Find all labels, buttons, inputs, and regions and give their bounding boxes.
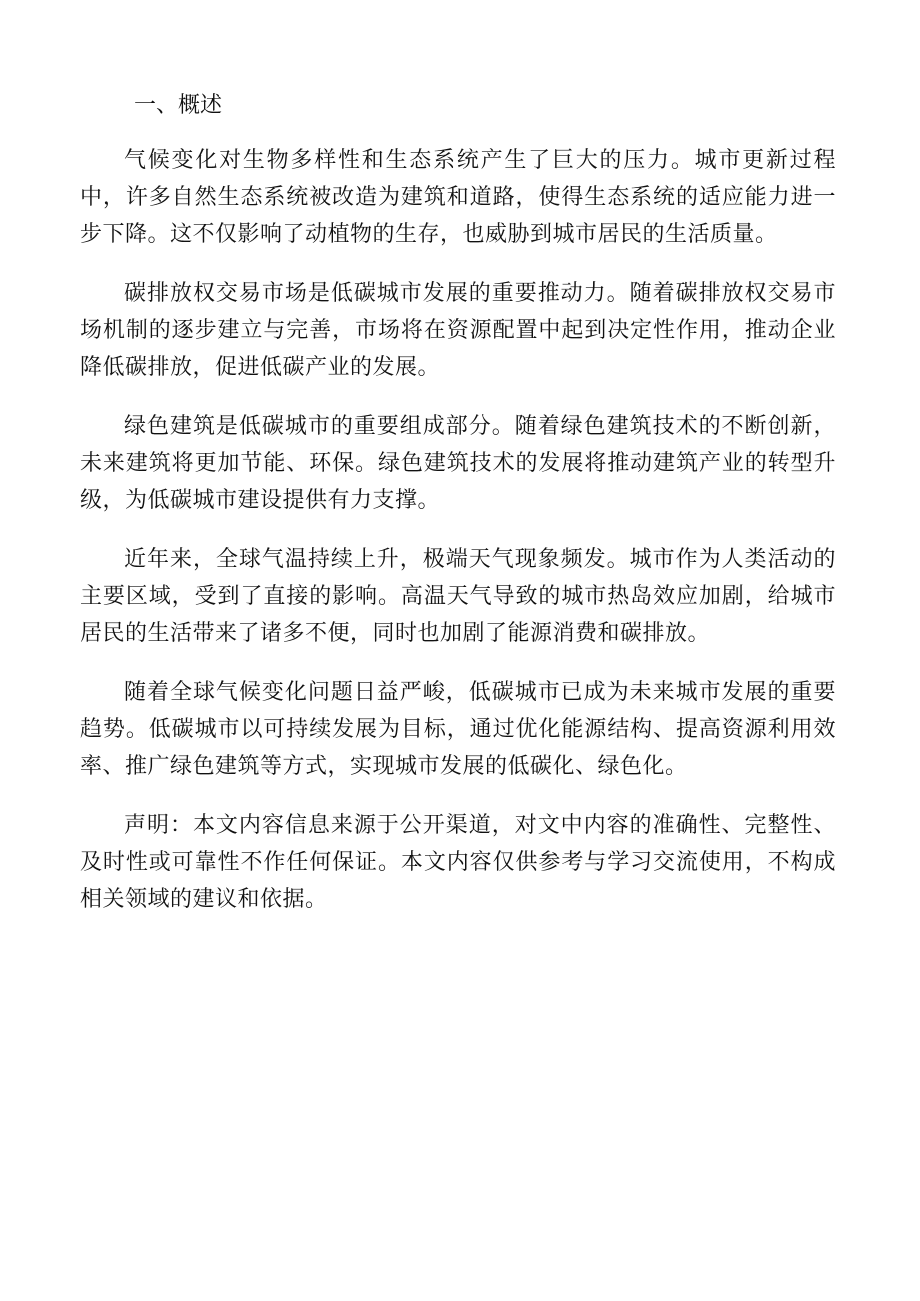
paragraph-climate-warming: 近年来，全球气温持续上升，极端天气现象频发。城市作为人类活动的主要区域，受到了直接的影响。高温天气导致的城市热岛效应加剧，给城市居民的生活带来了诸多不便，同时也加剧了能源消费和碳排放。 xyxy=(80,547,836,646)
paragraph-biodiversity: 气候变化对生物多样性和生态系统产生了巨大的压力。城市更新过程中，许多自然生态系统被改造为建筑和道路，使得生态系统的适应能力进一步下降。这不仅影响了动植物的生存，也威胁到城市居民的生活质量。 xyxy=(80,148,836,247)
paragraph-carbon-trading: 碳排放权交易市场是低碳城市发展的重要推动力。随着碳排放权交易市场机制的逐步建立与完善，市场将在资源配置中起到决定性作用，推动企业降低碳排放，促进低碳产业的发展。 xyxy=(80,281,836,380)
document-page xyxy=(80,88,836,940)
paragraph-green-building: 绿色建筑是低碳城市的重要组成部分。随着绿色建筑技术的不断创新，未来建筑将更加节能、环保。绿色建筑技术的发展将推动建筑产业的转型升级，为低碳城市建设提供有力支撑。 xyxy=(80,414,836,513)
section-heading: 一、概述 xyxy=(134,93,223,118)
paragraph-disclaimer: 声明：本文内容信息来源于公开渠道，对文中内容的准确性、完整性、及时性或可靠性不作任何保证。本文内容仅供参考与学习交流使用，不构成相关领域的建议和依据。 xyxy=(80,813,836,912)
paragraph-low-carbon-trend: 随着全球气候变化问题日益严峻，低碳城市已成为未来城市发展的重要趋势。低碳城市以可持续发展为目标，通过优化能源结构、提高资源利用效率、推广绿色建筑等方式，实现城市发展的低碳化、绿色化。 xyxy=(80,680,836,779)
